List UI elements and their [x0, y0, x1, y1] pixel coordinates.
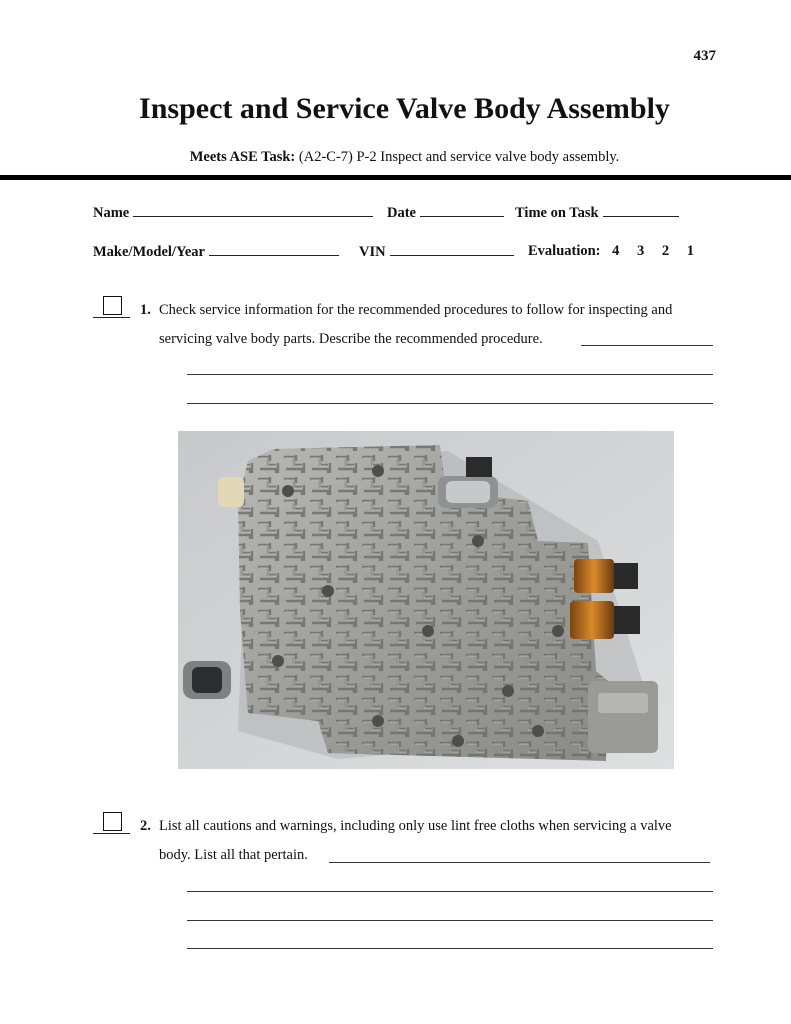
- step-1-answer-line[interactable]: [187, 403, 713, 404]
- step-1-answer-line[interactable]: [187, 374, 713, 375]
- ase-task-label: Meets ASE Task:: [189, 149, 296, 165]
- evaluation-score-4[interactable]: 4: [612, 243, 620, 259]
- make-model-year-field[interactable]: [93, 243, 339, 261]
- evaluation-score-1[interactable]: 1: [686, 243, 695, 259]
- evaluation-label: Evaluation:: [528, 243, 601, 259]
- ase-task-text: (A2-C-7) P-2 Inspect and service valve body assembly.: [298, 149, 620, 165]
- name-field[interactable]: [93, 204, 373, 222]
- step-2-text-line-1: List all cautions and warnings, including only use lint free cloths when servicing a valve: [159, 818, 672, 834]
- evaluation-field: [528, 243, 694, 260]
- step-2-answer-line[interactable]: [187, 891, 713, 892]
- step-1-text-line-2: servicing valve body parts. Describe the recommended procedure.: [159, 331, 543, 347]
- step-1-checkbox-line: [93, 317, 130, 318]
- step-1-number: 1.: [140, 302, 151, 318]
- page-title: Inspect and Service Valve Body Assembly: [139, 92, 670, 125]
- name-blank[interactable]: [133, 204, 373, 217]
- date-blank[interactable]: [420, 204, 504, 217]
- page-number: 437: [693, 48, 716, 64]
- vin-blank[interactable]: [390, 243, 514, 256]
- header-rule: [0, 175, 791, 180]
- time-on-task-field[interactable]: [515, 204, 679, 222]
- step-2-text-line-2: body. List all that pertain.: [159, 847, 308, 863]
- vin-field[interactable]: [359, 243, 514, 261]
- vin-label: VIN: [359, 244, 386, 260]
- step-2-answer-line[interactable]: [187, 920, 713, 921]
- date-field[interactable]: [387, 204, 504, 222]
- name-label: Name: [93, 205, 130, 221]
- step-2-number: 2.: [140, 818, 151, 834]
- ase-task-line: [0, 149, 791, 166]
- step-2-checkbox-line: [93, 833, 130, 834]
- step-2-answer-line[interactable]: [329, 862, 710, 863]
- step-2-answer-line[interactable]: [187, 948, 713, 949]
- make-model-year-label: Make/Model/Year: [93, 244, 205, 260]
- step-1-answer-line[interactable]: [581, 345, 713, 346]
- step-1-checkbox[interactable]: [103, 296, 122, 315]
- make-model-year-blank[interactable]: [209, 243, 339, 256]
- valve-body-photo: [178, 431, 674, 769]
- time-on-task-blank[interactable]: [603, 204, 679, 217]
- step-1-text-line-1: Check service information for the recommended procedures to follow for inspecting and: [159, 302, 673, 318]
- time-on-task-label: Time on Task: [515, 205, 599, 221]
- step-2-checkbox[interactable]: [103, 812, 122, 831]
- date-label: Date: [387, 205, 416, 221]
- evaluation-score-3[interactable]: 3: [637, 243, 645, 259]
- evaluation-score-2[interactable]: 2: [661, 243, 670, 259]
